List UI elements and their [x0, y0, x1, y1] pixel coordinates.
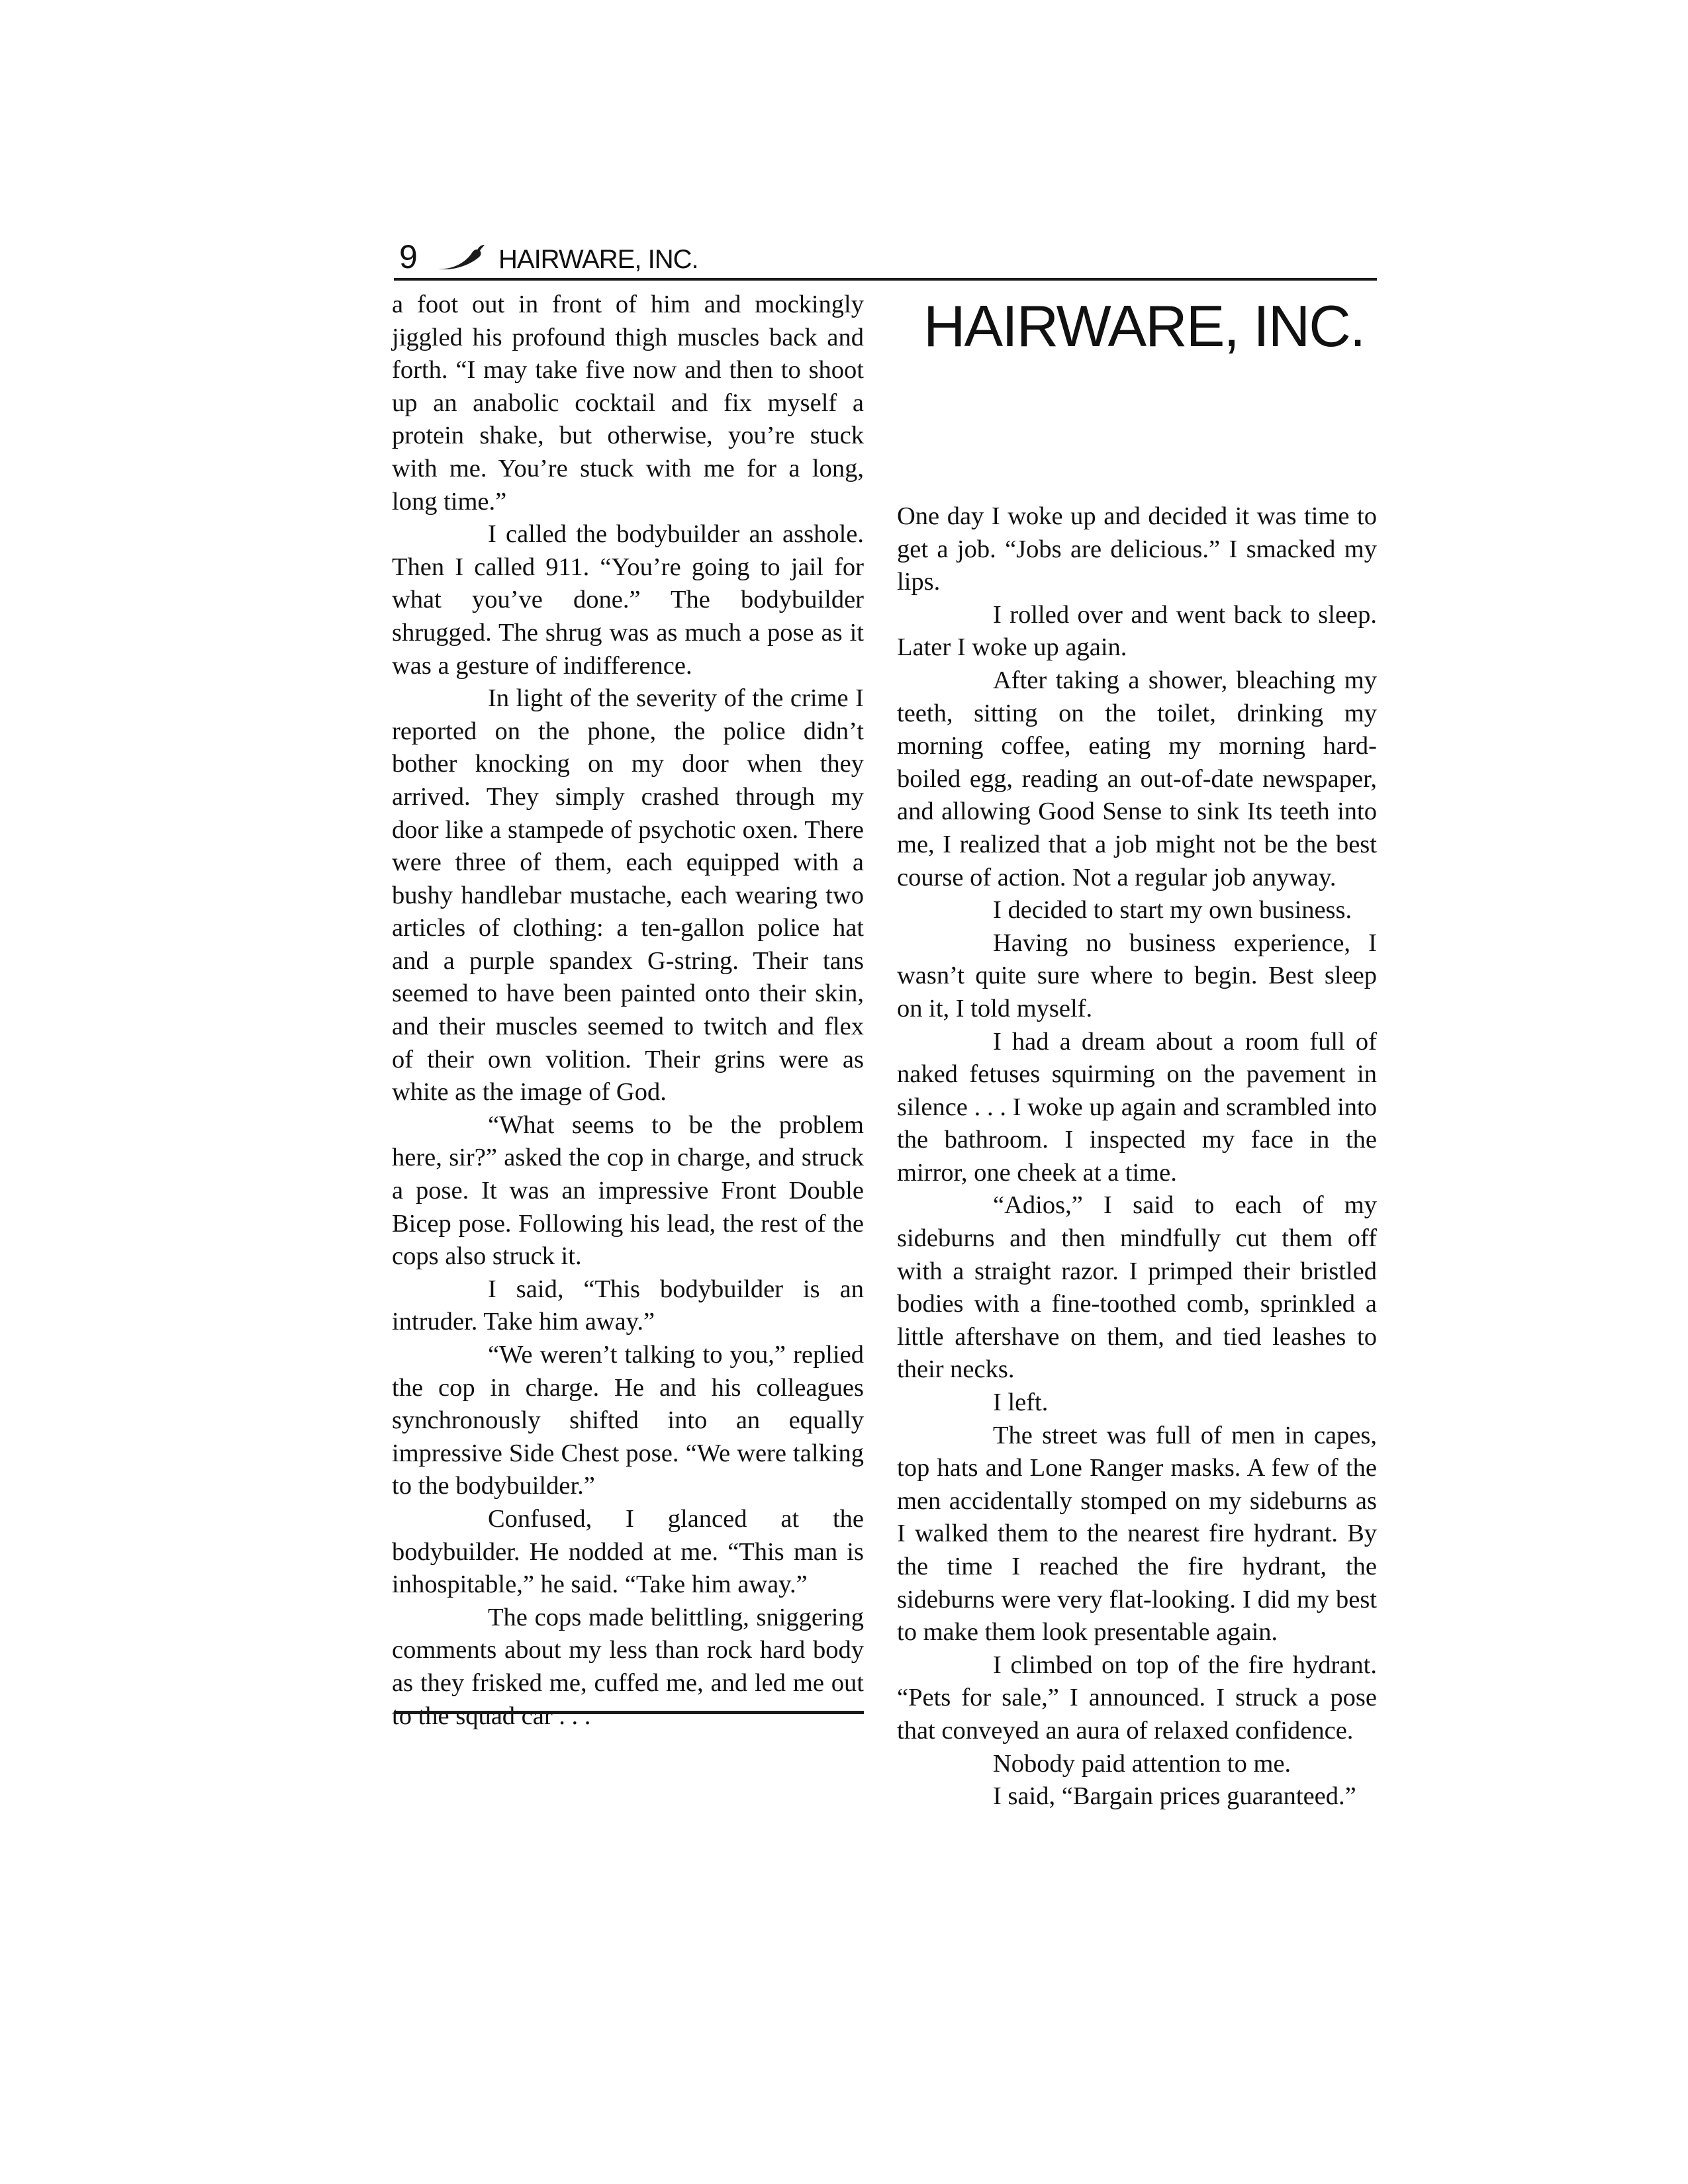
paragraph: I decided to start my own business. — [993, 896, 1352, 925]
paragraph: Having no business experience, I wasn’t quite sure where to begin. Best sleep on it, I told myself. — [897, 929, 1377, 1023]
paragraph: I had a dream about a room full of naked fetuses squirming on the pavement in silence . . . I woke up again and scrambled into the bathroom. I inspected my face in the mirror, one cheek at a time. — [897, 1027, 1377, 1187]
paragraph: I rolled over and went back to sleep. Later I woke up again. — [897, 600, 1377, 662]
paragraph: “We weren’t talking to you,” replied the cop in charge. He and his colleagues synchronously shifted into an equally impressive Side Chest pose. “We were talking to the bodybuilder.” — [392, 1341, 864, 1500]
chili-pepper-icon — [435, 244, 485, 271]
right-column — [897, 500, 1377, 1813]
paragraph: “Adios,” I said to each of my sideburns and then mindfully cut them off with a straight razor. I primped their bristled bodies with a fine-toothed comb, sprinkled a little aftershave on them, and tied leashes to their necks. — [897, 1191, 1377, 1384]
paragraph: I called the bodybuilder an asshole. Then I called 911. “You’re going to jail for what you’ve done.” The bodybuilder shrugged. The shrug was as much a pose as it was a gesture of indifference. — [392, 520, 864, 680]
paragraph: I said, “Bargain prices guaranteed.” — [993, 1782, 1356, 1811]
page-number: 9 — [399, 238, 418, 275]
paragraph: Nobody paid attention to me. — [993, 1749, 1291, 1778]
paragraph: One day I woke up and decided it was time to get a job. “Jobs are delicious.” I smacked my lips. — [897, 502, 1377, 596]
paragraph: After taking a shower, bleaching my teeth, sitting on the toilet, drinking my morning coffee, eating my morning hard-boiled egg, reading an out-of-date newspaper, and allowing Good Sense to sink Its teeth into me, I realized that a job might not be the best course of action. Not a regular job anyway. — [897, 666, 1377, 891]
paragraph: I left. — [993, 1388, 1049, 1417]
paragraph: Confused, I glanced at the bodybuilder. He nodded at me. “This man is inhospitable,” he said. “Take him away.” — [392, 1504, 864, 1599]
paragraph: I said, “This bodybuilder is an intruder. Take him away.” — [392, 1275, 864, 1336]
running-title: HAIRWARE, INC. — [498, 245, 698, 274]
section-divider — [394, 1711, 864, 1714]
chapter-title: HAIRWARE, INC. — [923, 293, 1365, 359]
paragraph: a foot out in front of him and mockingly jiggled his profound thigh muscles back and forth. “I may take five now and then to shoot up an anabolic cocktail and fix myself a protein shake, but otherwise, you’re stuck with me. You’re stuck with me for a long, long time.” — [392, 291, 864, 516]
left-column — [392, 289, 864, 1733]
paragraph: In light of the severity of the crime I reported on the phone, the police didn’t bother knocking on my door when they arrived. They simply crashed through my door like a stampede of psychotic oxen. There were three of them, each equipped with a bushy handlebar mustache, each wearing two articles of clothing: a ten-gallon police hat and a purple spandex G-string. Their tans seemed to have been painted onto their skin, and their muscles seemed to twitch and flex of their own volition. Their grins were as white as the image of God. — [392, 684, 864, 1107]
paragraph: “What seems to be the problem here, sir?” asked the cop in charge, and struck a pose. It was an impressive Front Double Bicep pose. Following his lead, the rest of the cops also struck it. — [392, 1111, 864, 1271]
page-header — [394, 237, 1377, 281]
paragraph: I climbed on top of the fire hydrant. “Pets for sale,” I announced. I struck a pose that conveyed an aura of relaxed confidence. — [897, 1651, 1377, 1745]
paragraph: The street was full of men in capes, top hats and Lone Ranger masks. A few of the men accidentally stomped on my sideburns as I walked them to the nearest fire hydrant. By the time I reached the fire hydrant, the sideburns were very flat-looking. I did my best to make them look presentable again. — [897, 1421, 1377, 1647]
paragraph: The cops made belittling, sniggering comments about my less than rock hard body as they frisked me, cuffed me, and led me out to the squad car . . . — [392, 1603, 864, 1730]
